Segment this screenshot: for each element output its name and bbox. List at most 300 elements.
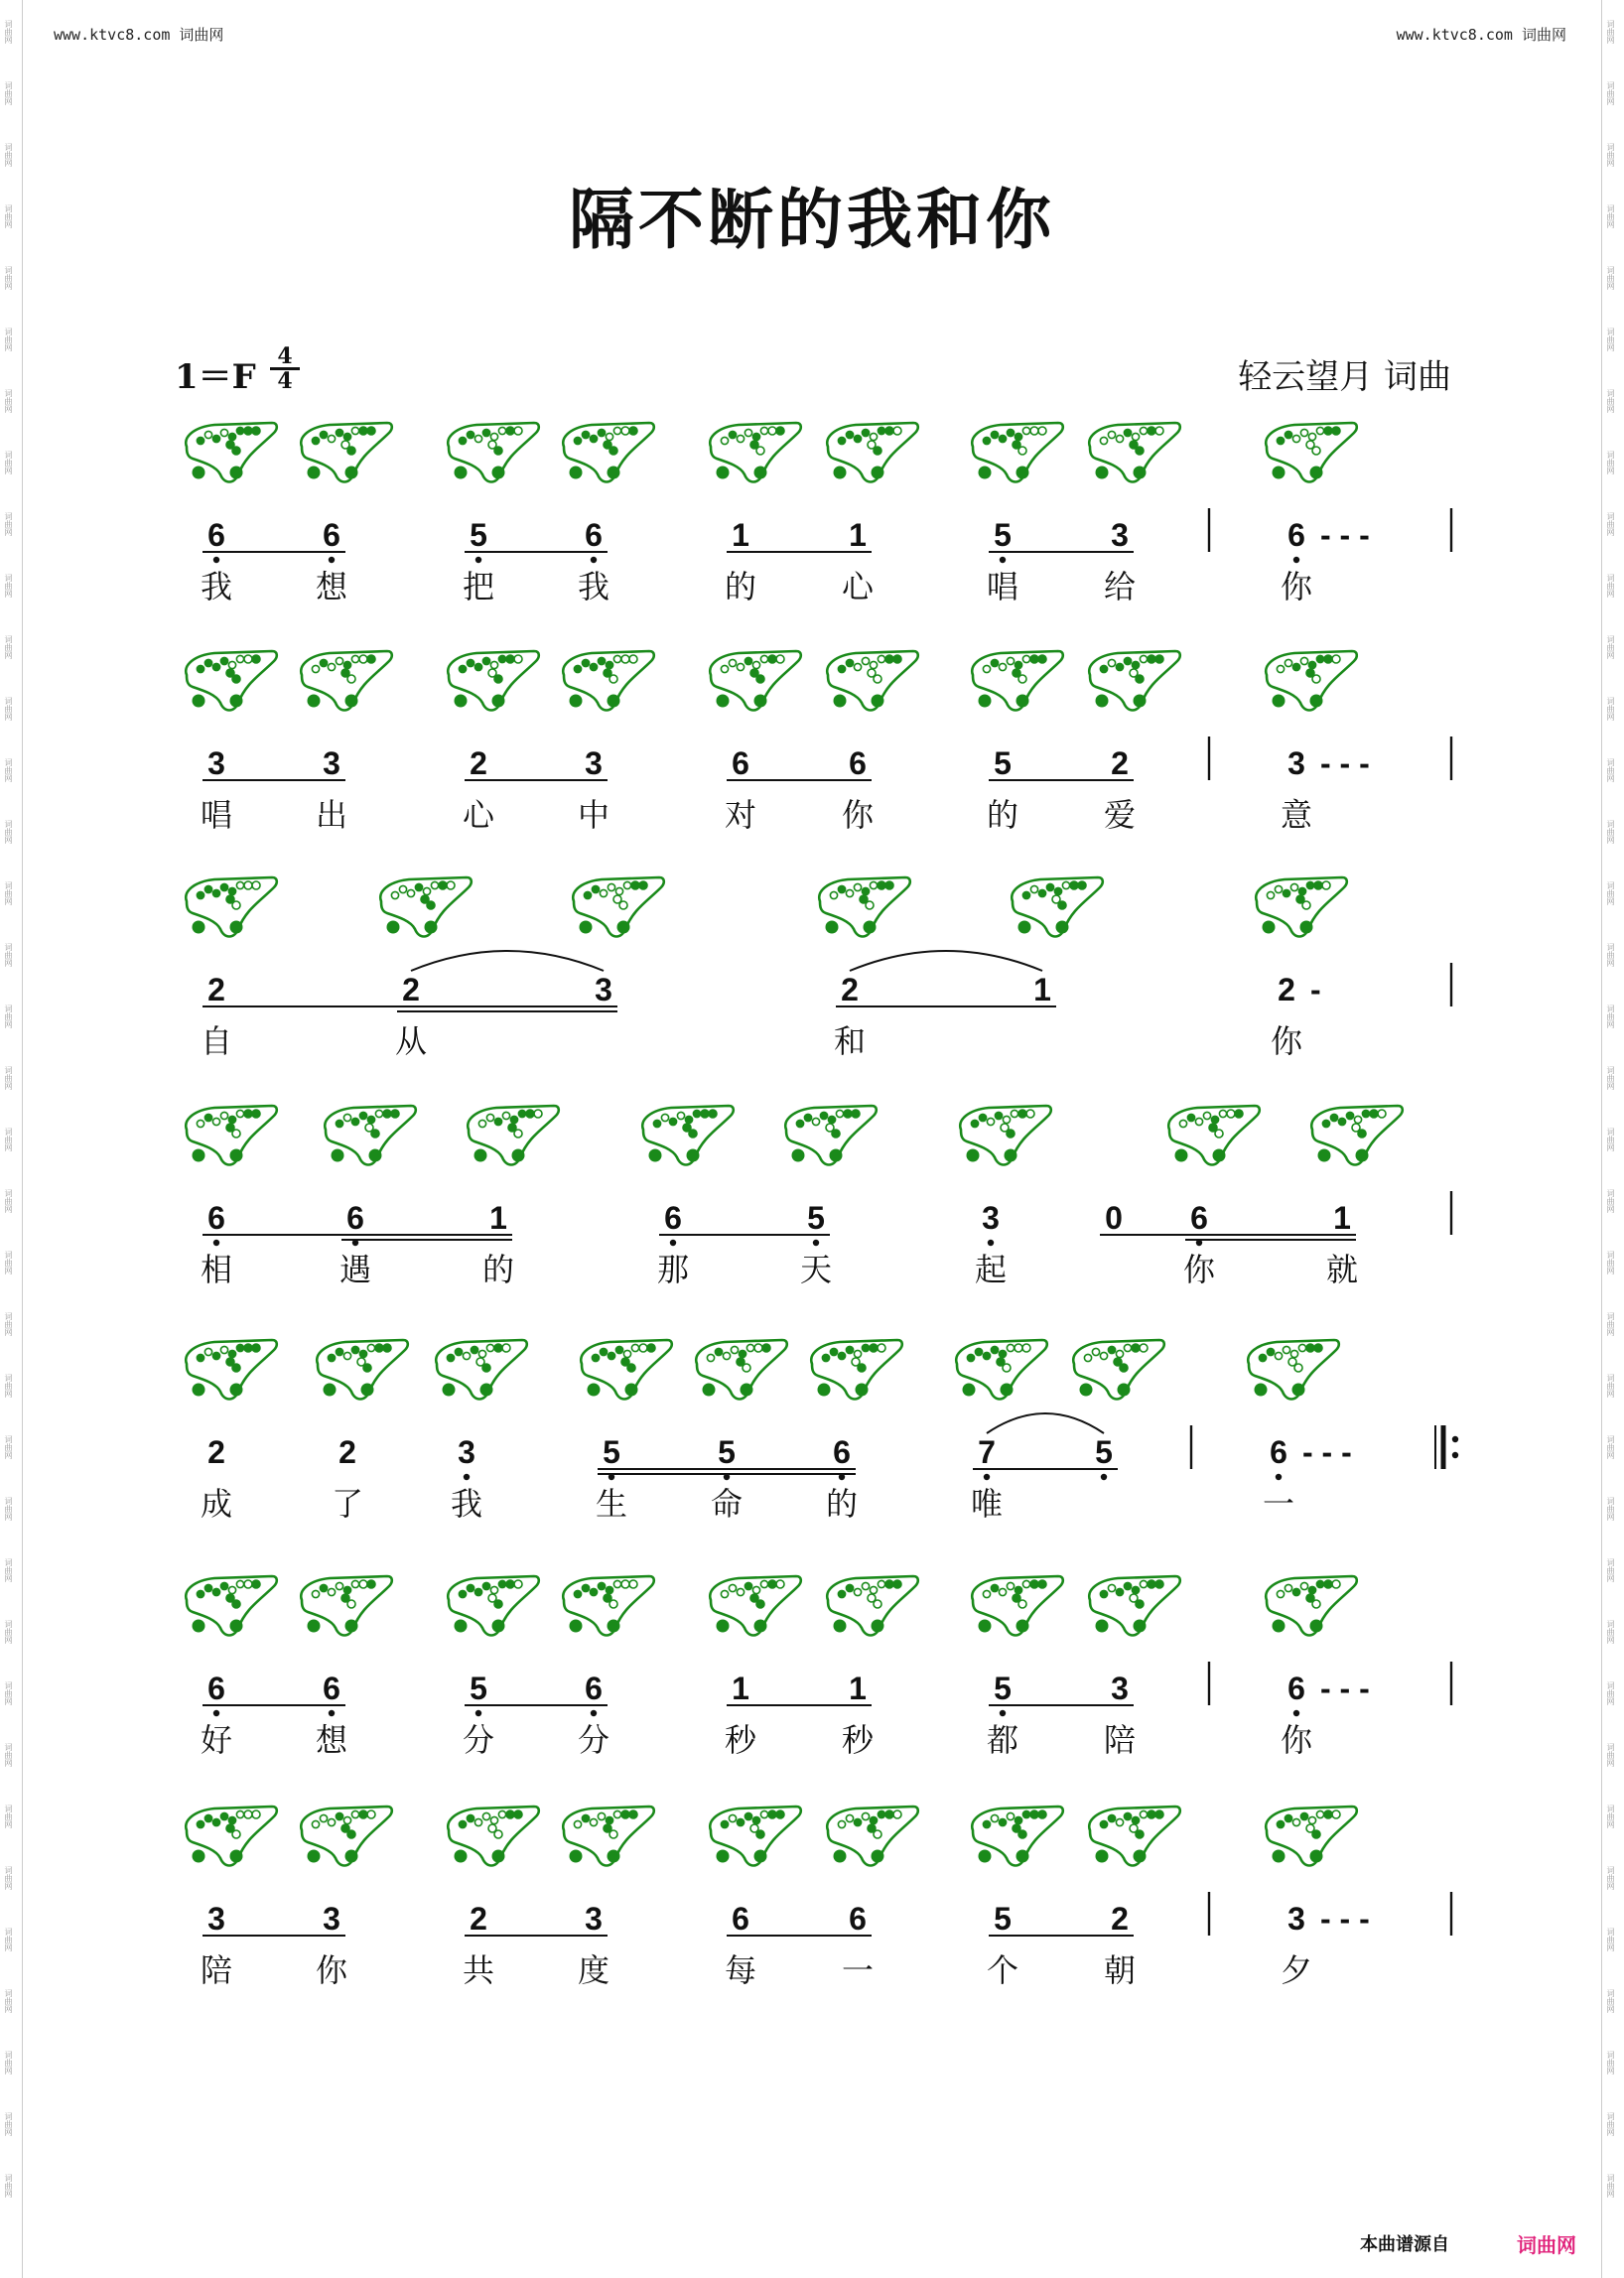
ocarina-fingering-icon xyxy=(186,651,277,711)
ocarina-hole xyxy=(1308,433,1315,440)
ocarina-hole xyxy=(204,885,211,892)
ocarina-hole xyxy=(328,663,335,670)
ocarina-thumb-hole xyxy=(818,1384,831,1397)
ocarina-hole xyxy=(494,447,502,455)
jianpu-note: 1 xyxy=(489,1200,507,1236)
ocarina-hole xyxy=(752,1586,759,1593)
ocarina-hole xyxy=(244,1110,252,1118)
ocarina-hole xyxy=(197,1590,203,1597)
ocarina-hole xyxy=(1283,1346,1289,1353)
lyric-char: 和 xyxy=(833,1022,867,1060)
ocarina-hole xyxy=(598,1812,605,1819)
ocarina-hole xyxy=(439,881,447,889)
score-row xyxy=(201,951,1451,1060)
ocarina-thumb-hole xyxy=(1310,467,1323,479)
ocarina-hole xyxy=(1132,1816,1139,1823)
ocarina-hole xyxy=(252,1344,260,1352)
ocarina-hole xyxy=(1285,659,1291,666)
ocarina-thumb-hole xyxy=(963,1384,976,1397)
ocarina-fingering-icon xyxy=(696,1340,787,1400)
ocarina-fingering-icon xyxy=(301,1576,392,1636)
ocarina-hole xyxy=(1211,1116,1218,1123)
repeat-dot xyxy=(1452,1452,1458,1458)
hold-dashes: - - - xyxy=(1302,1434,1352,1470)
ocarina-thumb-hole xyxy=(979,695,992,708)
ocarina-hole xyxy=(631,881,639,889)
watermark-text: 词曲网 xyxy=(1606,1005,1615,1028)
lyric-char: 的 xyxy=(825,1485,859,1523)
ocarina-hole xyxy=(1022,1580,1029,1587)
ocarina-hole xyxy=(367,655,375,663)
ocarina-hole xyxy=(737,435,744,442)
ocarina-thumb-hole xyxy=(741,1384,753,1397)
ocarina-hole xyxy=(1007,1344,1014,1351)
ocarina-thumb-hole xyxy=(1096,1620,1109,1633)
ocarina-hole xyxy=(1015,661,1021,668)
ocarina-hole xyxy=(756,675,764,683)
ocarina-hole xyxy=(320,431,327,438)
ocarina-hole xyxy=(830,891,837,898)
jianpu-note: 5 xyxy=(1095,1434,1113,1470)
ocarina-hole xyxy=(852,1110,860,1118)
ocarina-thumb-hole xyxy=(717,695,730,708)
ocarina-hole xyxy=(482,1364,490,1372)
ocarina-thumb-hole xyxy=(570,1850,583,1863)
ocarina-fingering-icon xyxy=(301,423,392,482)
lower-octave-dot xyxy=(988,1240,994,1246)
ocarina-thumb-hole xyxy=(193,921,205,934)
ocarina-hole xyxy=(1062,881,1069,888)
score-row xyxy=(201,508,1451,605)
lyric-char: 你 xyxy=(841,796,875,834)
ocarina-hole xyxy=(1140,1580,1147,1587)
ocarina-hole xyxy=(893,1580,901,1588)
ocarina-thumb-hole xyxy=(872,1620,884,1633)
lyric-char: 陪 xyxy=(200,1951,233,1989)
ocarina-hole xyxy=(590,1588,597,1595)
lyric-char: 天 xyxy=(799,1251,833,1288)
source-label: 本曲谱源自 xyxy=(1360,2234,1449,2255)
ocarina-hole xyxy=(1332,1810,1340,1818)
ocarina-fingering-icon xyxy=(710,1576,801,1636)
ocarina-hole xyxy=(498,1810,505,1817)
ocarina-thumb-hole xyxy=(979,467,992,479)
ocarina-hole xyxy=(582,1814,589,1821)
ocarina-hole xyxy=(1292,1588,1299,1595)
ocarina-thumb-hole xyxy=(512,1149,525,1162)
hold-dashes: - - - xyxy=(1320,1671,1370,1706)
ocarina-hole xyxy=(760,1810,767,1817)
watermark-text: 词曲网 xyxy=(4,574,13,598)
ocarina-hole xyxy=(885,1580,893,1588)
lyric-char: 秒 xyxy=(724,1721,757,1759)
ocarina-hole xyxy=(371,1130,379,1138)
ocarina-hole xyxy=(347,1600,355,1608)
ocarina-hole xyxy=(1316,427,1323,434)
ocarina-thumb-hole xyxy=(474,1149,487,1162)
ocarina-hole xyxy=(838,1820,845,1827)
ocarina-hole xyxy=(514,427,522,435)
ocarina-fingering-icon xyxy=(827,1576,918,1636)
ocarina-thumb-hole xyxy=(1273,695,1286,708)
ocarina-fingering-icon xyxy=(1012,877,1103,937)
ocarina-hole xyxy=(1277,437,1284,444)
ocarina-hole xyxy=(1100,1590,1107,1597)
ocarina-hole xyxy=(1022,655,1029,662)
ocarina-hole xyxy=(1140,1810,1147,1817)
ocarina-hole xyxy=(343,1352,350,1359)
ocarina-thumb-hole xyxy=(826,921,839,934)
ocarina-hole xyxy=(893,1810,901,1818)
jianpu-note: 7 xyxy=(978,1434,996,1470)
ocarina-hole xyxy=(232,1600,240,1608)
composer-credit: 轻云望月 词曲 xyxy=(1238,357,1451,397)
ocarina-hole xyxy=(999,1350,1006,1357)
ocarina-hole xyxy=(204,659,211,666)
ocarina-hole xyxy=(721,1590,728,1597)
ocarina-thumb-hole xyxy=(1080,1384,1093,1397)
ocarina-hole xyxy=(232,675,240,683)
ocarina-thumb-hole xyxy=(193,1620,205,1633)
ocarina-hole xyxy=(236,655,243,662)
ocarina-hole xyxy=(415,883,422,890)
ocarina-thumb-hole xyxy=(570,1620,583,1633)
ocarina-hole xyxy=(621,1580,629,1588)
ocarina-fingering-icon xyxy=(186,877,277,937)
lyric-char: 你 xyxy=(1280,1721,1313,1759)
ocarina-hole xyxy=(1312,447,1320,455)
lyric-char: 夕 xyxy=(1280,1951,1313,1989)
ocarina-hole xyxy=(1108,1814,1115,1821)
watermark-text: 词曲网 xyxy=(1606,1435,1615,1459)
ocarina-hole xyxy=(737,1588,744,1595)
jianpu-note: 6 xyxy=(346,1200,364,1236)
ocarina-hole xyxy=(1022,427,1029,434)
jianpu-note: 6 xyxy=(585,1671,603,1706)
watermark-text: 词曲网 xyxy=(1606,1128,1615,1151)
ocarina-hole xyxy=(885,881,893,889)
ocarina-hole xyxy=(336,657,342,664)
ocarina-hole xyxy=(885,655,893,663)
watermark-text: 词曲网 xyxy=(4,1128,13,1151)
ocarina-fingering-icon xyxy=(1168,1106,1260,1165)
jianpu-note: 3 xyxy=(458,1434,475,1470)
lower-octave-dot xyxy=(591,557,597,563)
ocarina-hole xyxy=(760,1580,767,1587)
ocarina-hole xyxy=(1136,675,1144,683)
lyric-char: 的 xyxy=(481,1251,515,1288)
ocarina-hole xyxy=(204,1814,211,1821)
lower-octave-dot xyxy=(329,1710,335,1716)
ocarina-hole xyxy=(746,1344,753,1351)
watermark-text: 词曲网 xyxy=(1606,1251,1615,1274)
ocarina-hole xyxy=(737,1818,744,1825)
ocarina-hole xyxy=(776,655,784,663)
watermark-text: 词曲网 xyxy=(1606,2112,1615,2136)
ocarina-hole xyxy=(1277,1820,1284,1827)
ocarina-hole xyxy=(236,427,243,434)
ocarina-hole xyxy=(1203,1112,1210,1119)
ocarina-thumb-hole xyxy=(1005,1149,1017,1162)
ocarina-fingering-icon xyxy=(972,423,1063,482)
ocarina-hole xyxy=(754,1344,762,1352)
ocarina-thumb-hole xyxy=(703,1384,716,1397)
ocarina-hole xyxy=(621,1810,629,1818)
ocarina-hole xyxy=(1015,1586,1021,1593)
song-title: 隔不断的我和你 xyxy=(569,181,1055,258)
ocarina-thumb-hole xyxy=(361,1384,374,1397)
ocarina-hole xyxy=(204,1114,211,1121)
ocarina-thumb-hole xyxy=(967,1149,980,1162)
ocarina-hole xyxy=(1018,1110,1026,1118)
ocarina-hole xyxy=(862,1812,869,1819)
ocarina-thumb-hole xyxy=(1356,1149,1369,1162)
ocarina-hole xyxy=(486,1344,493,1351)
ocarina-thumb-hole xyxy=(369,1149,382,1162)
source-logo[interactable]: 词曲网 xyxy=(1517,2233,1576,2257)
ocarina-hole xyxy=(197,437,203,444)
ocarina-hole xyxy=(1187,1114,1194,1121)
jianpu-note: 6 xyxy=(207,517,225,553)
ocarina-hole xyxy=(1294,1364,1302,1372)
ocarina-hole xyxy=(455,1348,462,1355)
ocarina-thumb-hole xyxy=(1134,467,1147,479)
watermark-text: 词曲网 xyxy=(4,1620,13,1644)
ocarina-hole xyxy=(367,1810,375,1818)
score-row xyxy=(201,1662,1451,1759)
ocarina-thumb-hole xyxy=(345,467,358,479)
ocarina-thumb-hole xyxy=(193,695,205,708)
ocarina-hole xyxy=(854,1588,861,1595)
ocarina-hole xyxy=(236,1110,243,1117)
ocarina-thumb-hole xyxy=(608,1620,620,1633)
ocarina-hole xyxy=(367,1344,374,1351)
ocarina-hole xyxy=(756,447,764,455)
jianpu-note: 6 xyxy=(833,1434,851,1470)
ocarina-hole xyxy=(1030,885,1037,892)
ocarina-hole xyxy=(343,661,350,668)
watermark-text: 词曲网 xyxy=(1606,2051,1615,2075)
ocarina-thumb-hole xyxy=(872,1850,884,1863)
ocarina-fingering-icon xyxy=(785,1106,877,1165)
ocarina-hole xyxy=(1132,661,1139,668)
lower-octave-dot xyxy=(1000,557,1006,563)
ocarina-hole xyxy=(693,1110,700,1117)
lyric-char: 对 xyxy=(724,796,757,834)
ocarina-hole xyxy=(677,1112,684,1119)
ocarina-hole xyxy=(862,1344,869,1351)
ocarina-fingering-icon xyxy=(710,651,801,711)
watermark-text: 词曲网 xyxy=(1606,1374,1615,1398)
ocarina-hole xyxy=(1332,427,1340,435)
ocarina-hole xyxy=(1058,901,1066,909)
ocarina-hole xyxy=(1015,1816,1021,1823)
ocarina-hole xyxy=(608,883,614,890)
ocarina-hole xyxy=(854,883,861,890)
ocarina-hole xyxy=(661,1114,668,1121)
ocarina-hole xyxy=(598,657,605,664)
ocarina-hole xyxy=(1092,1348,1099,1355)
jianpu-note: 3 xyxy=(1287,745,1305,781)
jianpu-note: 5 xyxy=(807,1200,825,1236)
ocarina-hole xyxy=(639,881,647,889)
hold-dashes: - - - xyxy=(1320,517,1370,553)
ocarina-hole xyxy=(689,1130,697,1138)
ocarina-hole xyxy=(236,1344,243,1351)
ocarina-hole xyxy=(744,1812,751,1819)
watermark-text: 词曲网 xyxy=(1606,758,1615,782)
ocarina-hole xyxy=(351,1580,358,1587)
ocarina-hole xyxy=(878,1344,885,1352)
watermark-text: 词曲网 xyxy=(1606,1497,1615,1521)
lyric-char: 的 xyxy=(986,796,1019,834)
ocarina-thumb-hole xyxy=(830,1149,843,1162)
lyric-char: 想 xyxy=(315,1721,348,1759)
ocarina-hole xyxy=(838,665,845,672)
ocarina-thumb-hole xyxy=(864,921,877,934)
lyric-char: 自 xyxy=(200,1022,233,1060)
watermark-text: 词曲网 xyxy=(4,1189,13,1213)
lyric-char: 你 xyxy=(1182,1251,1216,1288)
lower-octave-dot xyxy=(670,1240,676,1246)
jianpu-note: 5 xyxy=(718,1434,736,1470)
ocarina-hole xyxy=(1378,1110,1386,1118)
ocarina-hole xyxy=(1316,1810,1323,1817)
ocarina-thumb-hole xyxy=(1263,921,1276,934)
ocarina-hole xyxy=(1018,447,1026,455)
hold-dashes: - - - xyxy=(1320,1901,1370,1937)
jianpu-note: 3 xyxy=(323,745,340,781)
jianpu-note: 1 xyxy=(849,1671,867,1706)
watermark-text: 词曲网 xyxy=(1606,1620,1615,1644)
jianpu-note: 3 xyxy=(1111,1671,1129,1706)
ocarina-thumb-hole xyxy=(608,467,620,479)
ocarina-hole xyxy=(1136,447,1144,455)
lyric-char: 把 xyxy=(462,568,495,605)
ocarina-hole xyxy=(1155,1580,1163,1588)
ocarina-hole xyxy=(768,1810,776,1818)
ocarina-hole xyxy=(343,1586,350,1593)
ocarina-hole xyxy=(768,427,776,435)
lyric-char: 遇 xyxy=(338,1251,372,1288)
ocarina-fingering-icon xyxy=(563,1576,654,1636)
ocarina-hole xyxy=(1235,1110,1243,1118)
lyric-char: 每 xyxy=(724,1951,757,1989)
watermark-text: 词曲网 xyxy=(4,81,13,105)
ocarina-hole xyxy=(1136,1830,1144,1838)
watermark-text: 词曲网 xyxy=(4,1743,13,1767)
lyric-char: 你 xyxy=(1270,1022,1303,1060)
ocarina-thumb-hole xyxy=(193,1850,205,1863)
lyric-char: 成 xyxy=(200,1485,233,1523)
ocarina-hole xyxy=(874,1600,881,1608)
watermark-text: 词曲网 xyxy=(4,1805,13,1828)
ocarina-hole xyxy=(737,663,744,670)
ocarina-hole xyxy=(999,1588,1006,1595)
ocarina-hole xyxy=(615,1346,622,1353)
ocarina-hole xyxy=(893,655,901,663)
ocarina-hole xyxy=(312,437,319,444)
ocarina-hole xyxy=(991,659,998,666)
ocarina-hole xyxy=(574,1820,581,1827)
ocarina-fingering-icon xyxy=(301,651,392,711)
jianpu-note: 6 xyxy=(849,1901,867,1937)
watermark-text: 词曲网 xyxy=(4,1312,13,1336)
ocarina-hole xyxy=(776,1810,784,1818)
ocarina-thumb-hole xyxy=(492,1850,505,1863)
ocarina-hole xyxy=(482,429,489,436)
ocarina-hole xyxy=(1302,901,1310,909)
ocarina-fingering-icon xyxy=(960,1106,1051,1165)
jianpu-note: 6 xyxy=(585,517,603,553)
ocarina-hole xyxy=(721,437,728,444)
ocarina-hole xyxy=(893,427,901,435)
jianpu-note: 6 xyxy=(323,517,340,553)
score-row xyxy=(201,1191,1451,1288)
ocarina-hole xyxy=(320,1584,327,1591)
watermark-text: 词曲网 xyxy=(4,697,13,721)
ocarina-hole xyxy=(336,1120,342,1127)
lyric-char: 唱 xyxy=(200,796,233,834)
ocarina-hole xyxy=(1155,427,1163,435)
ocarina-hole xyxy=(760,655,767,662)
ocarina-thumb-hole xyxy=(425,921,438,934)
ocarina-hole xyxy=(197,665,203,672)
ocarina-hole xyxy=(498,427,505,434)
ocarina-thumb-hole xyxy=(1016,695,1029,708)
ocarina-hole xyxy=(878,427,884,434)
lower-octave-dot xyxy=(475,1710,481,1716)
watermark-text: 词曲网 xyxy=(1606,574,1615,598)
ocarina-fingering-icon xyxy=(186,1340,277,1400)
site-label-left[interactable]: www.ktvc8.com 词曲网 xyxy=(54,26,224,44)
ocarina-fingering-icon xyxy=(1256,877,1347,937)
ocarina-hole xyxy=(1116,1350,1123,1357)
ocarina-thumb-hole xyxy=(649,1149,662,1162)
tie-slur xyxy=(850,951,1042,971)
watermark-text: 词曲网 xyxy=(4,820,13,844)
ocarina-hole xyxy=(1308,1586,1315,1593)
ocarina-fingering-icon xyxy=(972,651,1063,711)
ocarina-hole xyxy=(1046,883,1053,890)
ocarina-hole xyxy=(212,435,219,442)
ocarina-hole xyxy=(874,447,881,455)
ocarina-hole xyxy=(854,1350,861,1357)
ocarina-hole xyxy=(220,1112,227,1119)
jianpu-note: 3 xyxy=(585,1901,603,1937)
ocarina-hole xyxy=(744,1582,751,1589)
ocarina-hole xyxy=(1290,1350,1297,1357)
ocarina-hole xyxy=(987,1118,994,1125)
ocarina-hole xyxy=(220,657,227,664)
score-row xyxy=(201,737,1451,834)
ocarina-hole xyxy=(1007,657,1014,664)
ocarina-hole xyxy=(490,1816,497,1823)
ocarina-hole xyxy=(983,1352,990,1359)
ocarina-hole xyxy=(367,1580,375,1588)
lyric-char: 心 xyxy=(462,796,495,834)
lyric-char: 的 xyxy=(724,568,757,605)
ocarina-hole xyxy=(236,1580,243,1587)
ocarina-hole xyxy=(220,429,227,436)
site-label-right[interactable]: www.ktvc8.com 词曲网 xyxy=(1396,26,1566,44)
ocarina-hole xyxy=(862,1582,869,1589)
ocarina-thumb-hole xyxy=(872,467,884,479)
ocarina-hole xyxy=(600,889,607,896)
ocarina-thumb-hole xyxy=(754,467,767,479)
ocarina-hole xyxy=(836,1110,843,1117)
ocarina-thumb-hole xyxy=(492,1620,505,1633)
